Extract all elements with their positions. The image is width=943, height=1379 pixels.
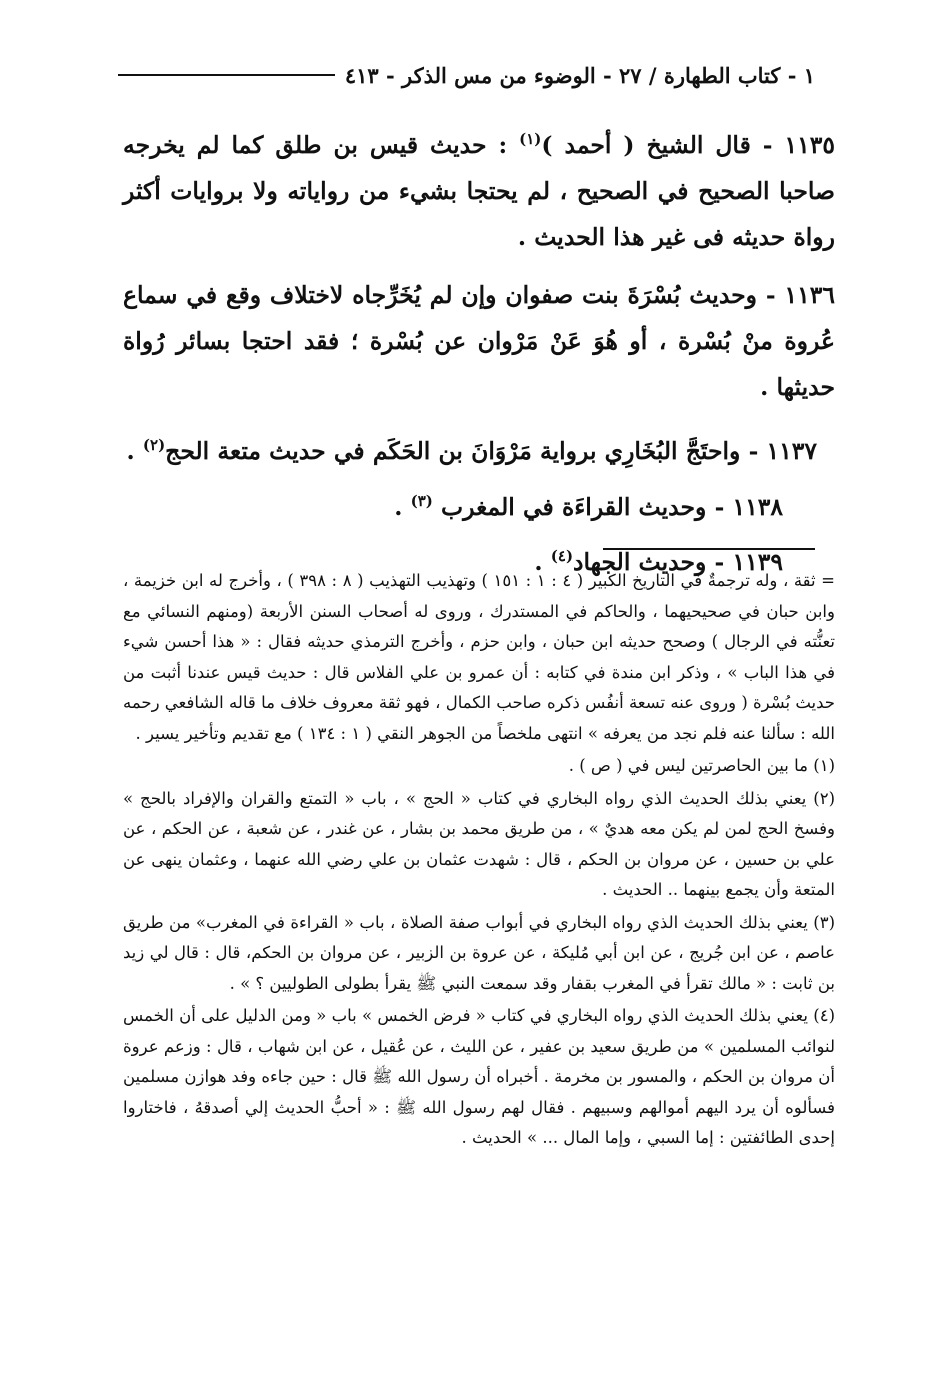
paragraph-text: - وحديث القراءَة في المغرب — [432, 492, 733, 521]
header-rule — [118, 74, 335, 76]
footnote-ref: (١) — [519, 130, 542, 148]
footnote-ref: (٢) — [142, 435, 166, 454]
footnote-3: (٣) يعني بذلك الحديث الذي رواه البخاري في أبواب صفة الصلاة ، باب « القراءة في المغرب» من طريق عاصم ، عن ابن جُريج ، عن ابن أبي مُليكة ، عن عروة بن الزبير ، عن مروان بن الحكم، قال : قال لي زيد بن ثابت : « مالك تقرأ في المغرب بقفار وقد سمعت النبي ﷺ يقرأ بطولى الطوليين ؟ » . — [123, 912, 835, 993]
hadith-number: ١١٣٨ — [732, 492, 783, 521]
paragraph-text: - قال الشيخ ( أحمد ) — [541, 130, 785, 159]
hadith-number: ١١٣٩ — [732, 548, 783, 577]
footnote-separator — [603, 548, 815, 550]
header-title: ١ - كتاب الطهارة / ٢٧ - الوضوء من مس الذكر - ٤١٣ — [344, 62, 815, 88]
footnote-ref: (٣) — [410, 491, 433, 510]
running-header — [118, 58, 815, 92]
paragraph-1137 — [123, 422, 835, 474]
main-text — [123, 116, 835, 589]
footnote-continuation: = ثقة ، وله ترجمةٌ في التاريخ الكبير ( ٤ : ١ : ١٥١ ) وتهذيب التهذيب ( ٨ : ٣٩٨ ) ، وأخرج له ابن خزيمة ، وابن حبان في صحيحيهما ، والحاكم في المستدرك ، وروى له أصحاب السنن الأربعة (ومنهم النسائي مع تعنُّته في الرجال ) وصحح حديثه ابن حبان ، وابن حزم ، وأخرج الترمذي حديثه فقال : « هذا أحسن شيء في هذا الباب » ، وذكر ابن مندة في كتابه : أن عمرو بن علي الفلاس قال : حديث قيس عندنا أثبت من حديث بُسْرة ( وروى عنه تسعة أنفُس ذكره صاحب الكمال ، فهو ثقة معروف خلاف ما قاله الشافعي رحمه الله : سألنا عنه فلم نجد من يعرفه » انتهى ملخصاً من الجوهر النقي ( ١ : ١٣٤ ) مع تقديم وتأخير يسير . — [123, 571, 835, 743]
footnote-ref: (٤) — [550, 547, 574, 566]
paragraph-text-tail: . — [534, 548, 551, 577]
footnote-4: (٤) يعني بذلك الحديث الذي رواه البخاري في كتاب « فرض الخمس » باب « ومن الدليل على أن الخمس لنوائب المسلمين » من طريق سعيد بن عفير ، عن الليث ، عن عُقيل ، عن ابن شهاب ، قال : وزعم عروة أن مروان بن الحكم ، والمسور بن مخرمة . أخبراه أن رسول الله ﷺ قال : حين جاءه وفد هوازن مسلمين فسألوه أن يرد اليهم أموالهم وسبيهم . فقال لهم رسول الله ﷺ : « أحبُّ الحديث إلي أصدقهُ ، فاختاروا إحدى الطائفتين : إما السبي ، وإما المال ... » الحديث . — [123, 1006, 835, 1147]
paragraph-1136 — [123, 272, 835, 410]
hadith-number: ١١٣٦ — [784, 280, 835, 309]
paragraph-text: - وحديث الجهاد — [573, 548, 733, 577]
footnotes — [123, 566, 835, 1156]
hadith-number: ١١٣٥ — [784, 130, 835, 159]
footnote-2: (٢) يعني بذلك الحديث الذي رواه البخاري في كتاب « الحج » ، باب « التمتع والقران والإفراد بالحج » وفسخ الحج لمن لم يكن معه هديٌ » ، من طريق محمد بن بشار ، عن غندر ، عن شعبة ، عن الحكم ، عن علي بن حسين ، عن مروان بن الحكم ، قال : شهدت عثمان بن علي رضي الله عنهما ، وعثمان ينهى عن المتعة وأن يجمع بينهما .. الحديث . — [123, 788, 835, 899]
paragraph-text-tail: . — [126, 436, 143, 465]
paragraph-text-tail: : حديث قيس بن طلق كما لم يخرجه صاحبا الصحيح في الصحيح ، لم يحتجا بشيء من رواياته ولا بروايات أكثر رواة حديثه فى غير هذا الحديث . — [123, 130, 835, 251]
paragraph-1135 — [123, 116, 835, 260]
paragraph-text: - وحديث بُسْرَةَ بنت صفوان وإن لم يُخَرِّجاه لاختلاف وقع في سماع عُروة منْ بُسْرة ، أو هُوَ عَنْ مَرْوان عن بُسْرة ؛ فقد احتجا بسائر رُواة حديثها . — [123, 280, 835, 401]
paragraph-text-tail: . — [394, 492, 411, 521]
hadith-number: ١١٣٧ — [766, 436, 817, 465]
footnote-1: (١) ما بين الحاصرتين ليس في ( ص ) . — [568, 756, 835, 775]
paragraph-text: - واحتَجَّ البُخَارِي برواية مَرْوَانَ بن الحَكَم في حديث متعة الحج — [165, 436, 767, 465]
paragraph-1138 — [123, 478, 835, 530]
